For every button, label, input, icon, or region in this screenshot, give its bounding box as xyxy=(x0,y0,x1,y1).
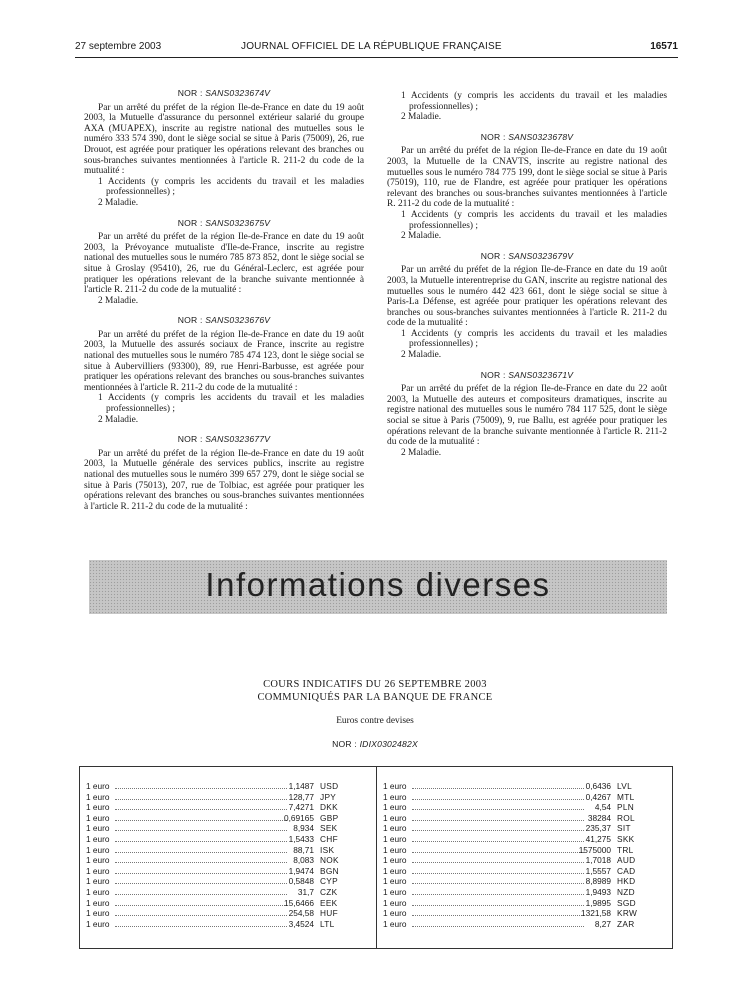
leader-dots xyxy=(412,799,584,800)
rate-row xyxy=(86,781,362,792)
rate-label: 1 euro xyxy=(383,833,407,844)
rate-label: 1 euro xyxy=(86,823,110,834)
leader-dots xyxy=(115,820,287,821)
notice xyxy=(84,434,364,512)
nor-reference xyxy=(387,370,667,381)
notice-text: Par un arrêté du préfet de la région Ile-de-France en date du 19 août 2003, la Mutuelle de la CNAVTS, inscrite au registre national des mutuelles sous le numéro 784 775 199, dont le siège social se situe à Paris (75019), 110, rue de Flandre, est agréée pour pratiquer les opérations relevant des branches ou sous-branches suivantes mentionnées à l'article R. 211-2 du code de la mutualité : xyxy=(387,146,667,210)
rate-label: 1 euro xyxy=(383,781,407,791)
rate-label: 1 euro xyxy=(383,802,407,813)
rate-row xyxy=(86,876,362,887)
currency-code: GBP xyxy=(320,812,339,823)
nor-reference xyxy=(84,218,364,229)
leader-dots xyxy=(115,905,287,906)
nor-label: NOR : xyxy=(177,88,203,98)
right-column xyxy=(387,91,667,467)
rate-label: 1 euro xyxy=(383,897,407,908)
currency-code: CHF xyxy=(320,833,338,844)
rate-value: 0,5848 xyxy=(288,876,314,887)
rate-row xyxy=(86,908,362,919)
rate-row xyxy=(383,919,659,930)
rate-value: 15,6466 xyxy=(284,897,314,908)
rates-heading-line: COMMUNIQUÉS PAR LA BANQUE DE FRANCE xyxy=(257,692,493,703)
currency-code: SIT xyxy=(617,823,631,834)
rate-label: 1 euro xyxy=(383,791,407,802)
rate-row xyxy=(383,781,659,792)
rate-label: 1 euro xyxy=(383,876,407,887)
rates-heading xyxy=(0,678,750,704)
notice xyxy=(84,218,364,307)
notice-item: 2 Maladie. xyxy=(98,295,139,306)
rate-label: 1 euro xyxy=(86,802,110,813)
notice xyxy=(387,370,667,459)
rate-label: 1 euro xyxy=(86,865,110,876)
nor-label: NOR : xyxy=(177,217,203,228)
notice-item: 2 Maladie. xyxy=(98,414,139,425)
rate-value: 1,7018 xyxy=(585,855,611,866)
notice-text: Par un arrêté du préfet de la région Ile-de-France en date du 22 août 2003, la Mutuelle des auteurs et compositeurs dramatiques, inscrite au registre national des mutuelles sous le numéro 784 117 525, dont le siège social se situe à Paris (75009), 9, rue Ballu, est agréée pour pratiquer les opérations relevant de la branche suivante mentionnée à l'article R. 211-2 du code de la mutualité : xyxy=(387,384,667,448)
rate-value: 1575000 xyxy=(578,844,611,855)
rate-value: 8,27 xyxy=(594,918,611,929)
rate-row xyxy=(86,813,362,824)
leader-dots xyxy=(115,809,287,810)
nor-label: NOR : xyxy=(480,369,506,380)
rate-value: 1,9493 xyxy=(585,886,611,897)
notice-text: Par un arrêté du préfet de la région Ile-de-France en date du 19 août 2003, la Prévoyance mutualiste d'Ile-de-France, inscrite au registre national des mutuelles sous le numéro 785 873 852, dont le siège social se situe à Groslay (95410), 26, rue du Général-Leclerc, est agréée pour pratiquer les opérations relevant de la branche suivante mentionnée à l'article R. 211-2 du code de la mutualité : xyxy=(84,232,364,296)
nor-reference xyxy=(387,251,667,262)
rate-label: 1 euro xyxy=(86,918,110,929)
rates-heading-line: COURS INDICATIFS DU 26 SEPTEMBRE 2003 xyxy=(263,679,487,690)
nor-label: NOR : xyxy=(480,131,506,142)
rate-row xyxy=(86,887,362,898)
rate-label: 1 euro xyxy=(383,823,407,834)
rate-value: 38284 xyxy=(587,812,611,823)
currency-code: ROL xyxy=(617,812,635,823)
leader-dots xyxy=(412,926,584,927)
rate-label: 1 euro xyxy=(383,908,407,919)
rate-label: 1 euro xyxy=(86,833,110,844)
currency-code: BGN xyxy=(320,865,339,876)
nor-reference xyxy=(387,132,667,143)
notice-continuation xyxy=(387,91,667,123)
rate-value: 8,083 xyxy=(293,855,314,866)
notice-item: 2 Maladie. xyxy=(401,231,442,242)
nor-code: SANS0323671V xyxy=(508,369,574,380)
notice-item: 2 Maladie. xyxy=(401,350,442,361)
currency-code: SEK xyxy=(320,823,338,834)
currency-code: ZAR xyxy=(617,918,635,929)
nor-label: NOR : xyxy=(177,434,203,445)
leader-dots xyxy=(412,852,584,853)
currency-code: HUF xyxy=(320,908,338,919)
left-column xyxy=(84,88,364,521)
currency-code: NOK xyxy=(320,855,339,866)
rate-value: 88,71 xyxy=(293,844,314,855)
nor-code: SANS0323679V xyxy=(508,250,574,261)
notice xyxy=(84,88,364,209)
rate-row xyxy=(383,813,659,824)
rates-column-left xyxy=(86,781,362,929)
rate-label: 1 euro xyxy=(383,844,407,855)
rate-row xyxy=(86,855,362,866)
nor-label: NOR : xyxy=(177,315,203,326)
leader-dots xyxy=(115,852,287,853)
currency-code: JPY xyxy=(320,791,337,802)
rate-label: 1 euro xyxy=(383,865,407,876)
rate-value: 8,8989 xyxy=(585,876,611,887)
rate-label: 1 euro xyxy=(86,844,110,855)
currency-code: CZK xyxy=(320,886,338,897)
notice-item: 1 Accidents (y compris les accidents du travail et les maladies professionnelles) ; xyxy=(98,393,364,415)
rate-value: 7,4271 xyxy=(288,802,314,813)
rate-row xyxy=(86,866,362,877)
rate-row xyxy=(383,866,659,877)
currency-code: KRW xyxy=(617,908,638,919)
notice-text: Par un arrêté du préfet de la région Ile-de-France en date du 19 août 2003, la Mutuelle interentreprise du GAN, inscrite au registre national des mutuelles sous le numéro 442 423 661, dont le siège social se situe à Paris-La Défense, est agréée pour pratiquer les opérations relevant des branches ou sous-branches suivantes mentionnées à l'article R. 211-2 du code de la mutualité : xyxy=(387,265,667,329)
leader-dots xyxy=(115,873,287,874)
leader-dots xyxy=(412,788,584,789)
rate-label: 1 euro xyxy=(86,855,110,866)
page-number: 16571 xyxy=(650,41,678,52)
rate-value: 4,54 xyxy=(594,802,611,813)
currency-code: LVL xyxy=(617,781,633,791)
leader-dots xyxy=(412,873,584,874)
rate-value: 235,37 xyxy=(585,823,611,834)
notice xyxy=(84,315,364,425)
currency-code: TRL xyxy=(617,844,634,855)
rate-value: 0,4267 xyxy=(585,791,611,802)
currency-code: LTL xyxy=(320,918,335,929)
rate-label: 1 euro xyxy=(86,781,110,791)
notice-text: Par un arrêté du préfet de la région Ile-de-France en date du 19 août 2003, la Mutuelle d'assurance du personnel extérieur salarié du groupe AXA (MUAPEX), inscrite au registre national des mutuelles sous le numéro 333 574 390, dont le siège social se situe à Paris (75009), 26, rue Drouot, est agréée pour pratiquer les opérations relevant des branches ou sous-branches suivantes mentionnées à l'article R. 211-2 du code de la mutualité : xyxy=(84,102,364,177)
rate-label: 1 euro xyxy=(86,897,110,908)
rate-row xyxy=(383,908,659,919)
header-rule xyxy=(75,57,678,58)
rate-row xyxy=(383,876,659,887)
table-divider xyxy=(376,767,377,948)
currency-code: EEK xyxy=(320,897,338,908)
rate-label: 1 euro xyxy=(86,876,110,887)
nor-code: SANS0323675V xyxy=(205,217,271,228)
rate-row xyxy=(383,845,659,856)
rate-label: 1 euro xyxy=(383,812,407,823)
nor-reference xyxy=(84,88,364,99)
rate-row xyxy=(383,855,659,866)
rate-value: 1321,58 xyxy=(581,908,611,919)
rate-row xyxy=(383,898,659,909)
section-title: Informations diverses xyxy=(205,566,551,603)
notice-item: 1 Accidents (y compris les accidents du travail et les maladies professionnelles) ; xyxy=(401,209,667,231)
rate-value: 0,69165 xyxy=(284,812,314,823)
rate-value: 1,9895 xyxy=(585,897,611,908)
nor-code: SANS0323677V xyxy=(205,434,271,445)
rate-value: 0,6436 xyxy=(585,781,611,791)
notice-item: 2 Maladie. xyxy=(98,197,139,208)
nor-reference xyxy=(84,434,364,445)
rate-value: 1,5433 xyxy=(288,833,314,844)
rate-label: 1 euro xyxy=(383,918,407,929)
currency-code: DKK xyxy=(320,802,338,813)
rate-label: 1 euro xyxy=(86,812,110,823)
nor-reference xyxy=(84,315,364,326)
rate-label: 1 euro xyxy=(86,886,110,897)
nor-code: SANS0323676V xyxy=(205,315,271,326)
currency-code: ISK xyxy=(320,844,335,855)
currency-code: SKK xyxy=(617,833,635,844)
rate-row xyxy=(86,898,362,909)
nor-code: IDIX0302482X xyxy=(359,739,418,749)
notice-item: 1 Accidents (y compris les accidents du travail et les maladies professionnelles) ; xyxy=(98,176,364,198)
notice-text: Par un arrêté du préfet de la région Ile-de-France en date du 19 août 2003, la Mutuelle générale des services publics, inscrite au registre national des mutuelles sous le numéro 399 657 279, dont le siège social se situe à Paris (75013), 207, rue de Tolbiac, est agréée pour pratiquer les opérations relevant des branches ou sous-branches suivantes mentionnées à l'article R. 211-2 du code de la mutualité : xyxy=(84,448,364,512)
currency-code: MTL xyxy=(617,791,635,802)
currency-code: HKD xyxy=(617,876,636,887)
notice-item: 2 Maladie. xyxy=(401,447,442,458)
currency-code: SGD xyxy=(617,897,636,908)
rate-label: 1 euro xyxy=(383,886,407,897)
leader-dots xyxy=(412,915,584,916)
rate-label: 1 euro xyxy=(86,791,110,802)
leader-dots xyxy=(412,894,584,895)
leader-dots xyxy=(115,841,287,842)
leader-dots xyxy=(412,905,584,906)
leader-dots xyxy=(115,883,287,884)
currency-code: CAD xyxy=(617,865,636,876)
notice-item: 1 Accidents (y compris les accidents du travail et les maladies professionnelles) ; xyxy=(401,91,667,112)
page-header xyxy=(75,41,678,55)
rates-column-right xyxy=(383,781,659,929)
leader-dots xyxy=(115,862,287,863)
leader-dots xyxy=(412,883,584,884)
currency-code: USD xyxy=(320,781,339,791)
rate-row xyxy=(383,834,659,845)
rate-value: 1,5557 xyxy=(585,865,611,876)
rate-row xyxy=(86,823,362,834)
rate-value: 254,58 xyxy=(288,908,314,919)
currency-code: PLN xyxy=(617,802,635,813)
nor-label: NOR : xyxy=(332,739,357,749)
section-banner xyxy=(89,560,667,614)
rate-row xyxy=(86,792,362,803)
rate-label: 1 euro xyxy=(86,908,110,919)
rate-row xyxy=(383,823,659,834)
leader-dots xyxy=(115,788,287,789)
leader-dots xyxy=(115,915,287,916)
exchange-rates-table xyxy=(79,766,673,949)
rate-value: 128,77 xyxy=(288,791,314,802)
rate-row xyxy=(86,834,362,845)
leader-dots xyxy=(412,809,584,810)
leader-dots xyxy=(115,830,287,831)
rate-value: 41,275 xyxy=(585,833,611,844)
journal-title: JOURNAL OFFICIEL DE LA RÉPUBLIQUE FRANÇAISE xyxy=(241,41,502,52)
nor-label: NOR : xyxy=(480,250,506,261)
rate-row xyxy=(86,845,362,856)
notice-item: 1 Accidents (y compris les accidents du travail et les maladies professionnelles) ; xyxy=(401,328,667,350)
rate-value: 3,4524 xyxy=(288,918,314,929)
notice xyxy=(387,132,667,242)
nor-code: SANS0323674V xyxy=(205,88,271,98)
currency-code: CYP xyxy=(320,876,338,887)
rate-value: 8,934 xyxy=(293,823,314,834)
rate-row xyxy=(383,887,659,898)
issue-date: 27 septembre 2003 xyxy=(75,41,162,52)
leader-dots xyxy=(115,799,287,800)
rate-value: 1,1487 xyxy=(288,781,314,791)
rate-row xyxy=(86,919,362,930)
leader-dots xyxy=(412,862,584,863)
rate-value: 1,9474 xyxy=(288,865,314,876)
leader-dots xyxy=(115,894,287,895)
rates-subtitle: Euros contre devises xyxy=(336,716,414,726)
rate-row xyxy=(383,802,659,813)
currency-code: NZD xyxy=(617,886,635,897)
rate-label: 1 euro xyxy=(383,855,407,866)
currency-code: AUD xyxy=(617,855,636,866)
notice-item: 2 Maladie. xyxy=(401,112,442,123)
rate-row xyxy=(383,792,659,803)
leader-dots xyxy=(412,841,584,842)
nor-reference xyxy=(0,739,750,749)
notice-text: Par un arrêté du préfet de la région Ile-de-France en date du 19 août 2003, la Mutuelle des assurés sociaux de France, inscrite au registre national des mutuelles sous le numéro 785 474 123, dont le siège social se situe à Aubervilliers (93300), 89, rue Henri-Barbusse, est agréée pour pratiquer les opérations relevant des branches ou sous-branches suivantes mentionnées à l'article R. 211-2 du code de la mutualité : xyxy=(84,329,364,393)
rate-row xyxy=(86,802,362,813)
notice xyxy=(387,251,667,361)
rate-value: 31,7 xyxy=(297,886,314,897)
leader-dots xyxy=(412,830,584,831)
leader-dots xyxy=(412,820,584,821)
leader-dots xyxy=(115,926,287,927)
nor-code: SANS0323678V xyxy=(508,131,574,142)
